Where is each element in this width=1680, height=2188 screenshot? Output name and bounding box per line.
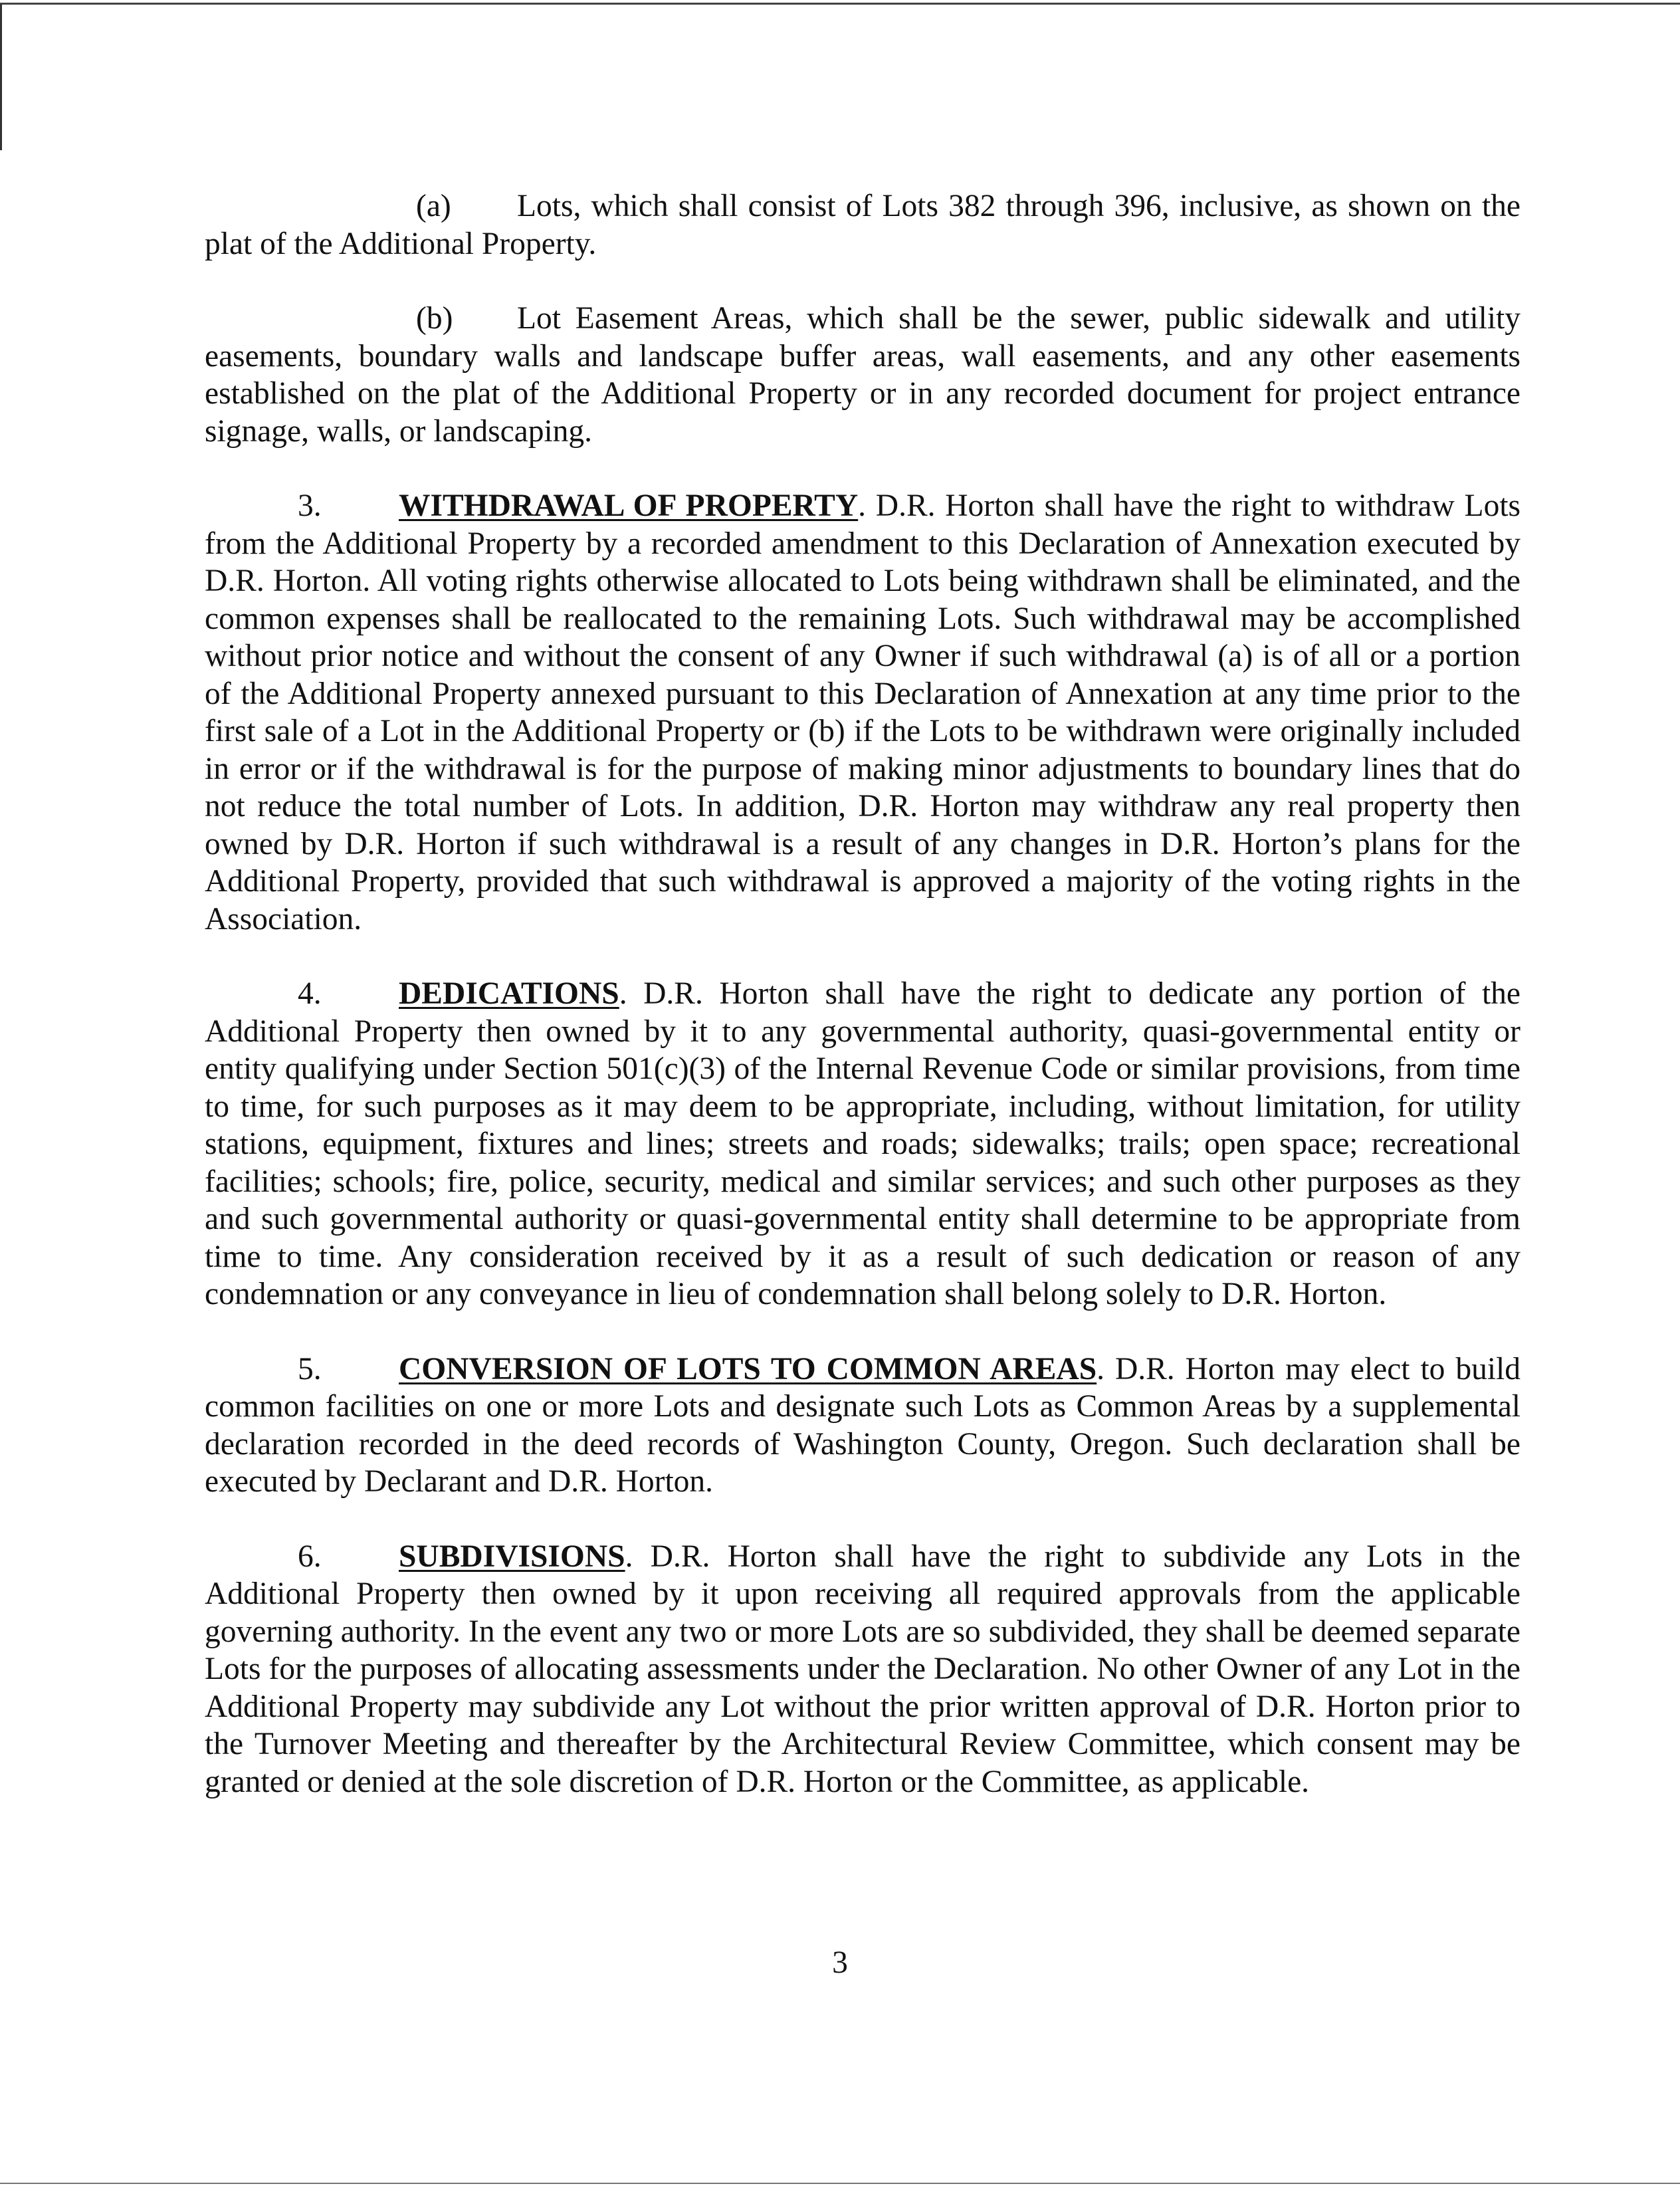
scan-left-edge-line <box>0 4 2 150</box>
paragraph-gap <box>205 938 1521 975</box>
paragraph-a-label: (a) <box>416 189 451 223</box>
paragraph-gap <box>205 1501 1521 1538</box>
section-5-heading: CONVERSION OF LOTS TO COMMON AREAS <box>399 1351 1097 1386</box>
section-3-number: 3. <box>298 489 322 523</box>
section-3-body: . D.R. Horton shall have the right to withdraw Lots from the Additional Property by a recorded amendment to this Declaration of Annexation executed by D.R. Horton. All voting rights otherwise allocated to Lots being withdrawn shall be eliminated, and the common expenses shall be reallocated to the remaining Lots. Such withdrawal may be accomplished without prior notice and without the consent of any Owner if such withdrawal (a) is of all or a portion of the Additional Property annexed pursuant to this Declaration of Annexation at any time prior to the first sale of a Lot in the Additional Property or (b) if the Lots to be withdrawn were originally included in error or if the withdrawal is for the purpose of making minor adjustments to boundary lines that do not reduce the total number of Lots. In addition, D.R. Horton may withdraw any real property then owned by D.R. Horton if such withdrawal is a result of any changes in D.R. Horton’s plans for the Additional Property, provided that such withdrawal is approved a majority of the voting rights in the Association. <box>205 489 1521 936</box>
section-6-number: 6. <box>298 1539 322 1574</box>
paragraph-b-text: Lot Easement Areas, which shall be the sewer, public sidewalk and utility easements, boundary walls and landscape buffer areas, wall easements, and any other easements established on the plat of the Additional Property or in any recorded document for project entrance signage, walls, or landscaping. <box>205 301 1521 449</box>
section-4-dedications <box>205 975 1521 1313</box>
section-5-body: . D.R. Horton may elect to build common facilities on one or more Lots and designate such Lots as Common Areas by a supplemental declaration recorded in the deed records of Washington County, Oregon. Such declaration shall be executed by Declarant and D.R. Horton. <box>205 1351 1521 1499</box>
paragraph-gap <box>205 1313 1521 1351</box>
section-6-subdivisions <box>205 1538 1521 1801</box>
page-number: 3 <box>832 1945 848 1980</box>
paragraph-gap <box>205 450 1521 487</box>
section-4-body: . D.R. Horton shall have the right to dedicate any portion of the Additional Property then owned by it to any governmental authority, quasi-governmental entity or entity qualifying under Section 501(c)(3) of the Internal Revenue Code or similar provisions, from time to time, for such purposes as it may deem to be appropriate, including, without limitation, for utility stations, equipment, fixtures and lines; streets and roads; sidewalks; trails; open space; recreational facilities; schools; fire, police, security, medical and similar services; and such other purposes as they and such governmental authority or quasi-governmental entity shall determine to be appropriate from time to time. Any consideration received by it as a result of such dedication or reason of any condemnation or any conveyance in lieu of condemnation shall belong solely to D.R. Horton. <box>205 976 1521 1311</box>
paragraph-gap <box>205 263 1521 300</box>
document-body <box>205 187 1521 1801</box>
section-4-number: 4. <box>298 976 322 1011</box>
section-3-withdrawal-of-property <box>205 487 1521 938</box>
section-3-heading: WITHDRAWAL OF PROPERTY <box>399 489 859 523</box>
section-5-conversion-of-lots <box>205 1351 1521 1501</box>
paragraph-a-text: Lots, which shall consist of Lots 382 through 396, inclusive, as shown on the plat of the Additional Property. <box>205 189 1521 261</box>
section-4-heading: DEDICATIONS <box>399 976 619 1011</box>
section-6-body: . D.R. Horton shall have the right to subdivide any Lots in the Additional Property then owned by it upon receiving all required approvals from the applicable governing authority. In the event any two or more Lots are so subdivided, they shall be deemed separate Lots for the purposes of allocating assessments under the Declaration. No other Owner of any Lot in the Additional Property may subdivide any Lot without the prior written approval of D.R. Horton prior to the Turnover Meeting and thereafter by the Architectural Review Committee, which consent may be granted or denied at the sole discretion of D.R. Horton or the Committee, as applicable. <box>205 1539 1521 1799</box>
paragraph-b-lot-easement-areas <box>205 300 1521 450</box>
section-6-heading: SUBDIVISIONS <box>399 1539 625 1574</box>
scan-top-edge-line <box>0 3 1680 5</box>
paragraph-a-lots <box>205 187 1521 263</box>
scan-bottom-edge-line <box>0 2183 1680 2184</box>
section-5-number: 5. <box>298 1351 322 1386</box>
paragraph-b-label: (b) <box>416 301 453 336</box>
